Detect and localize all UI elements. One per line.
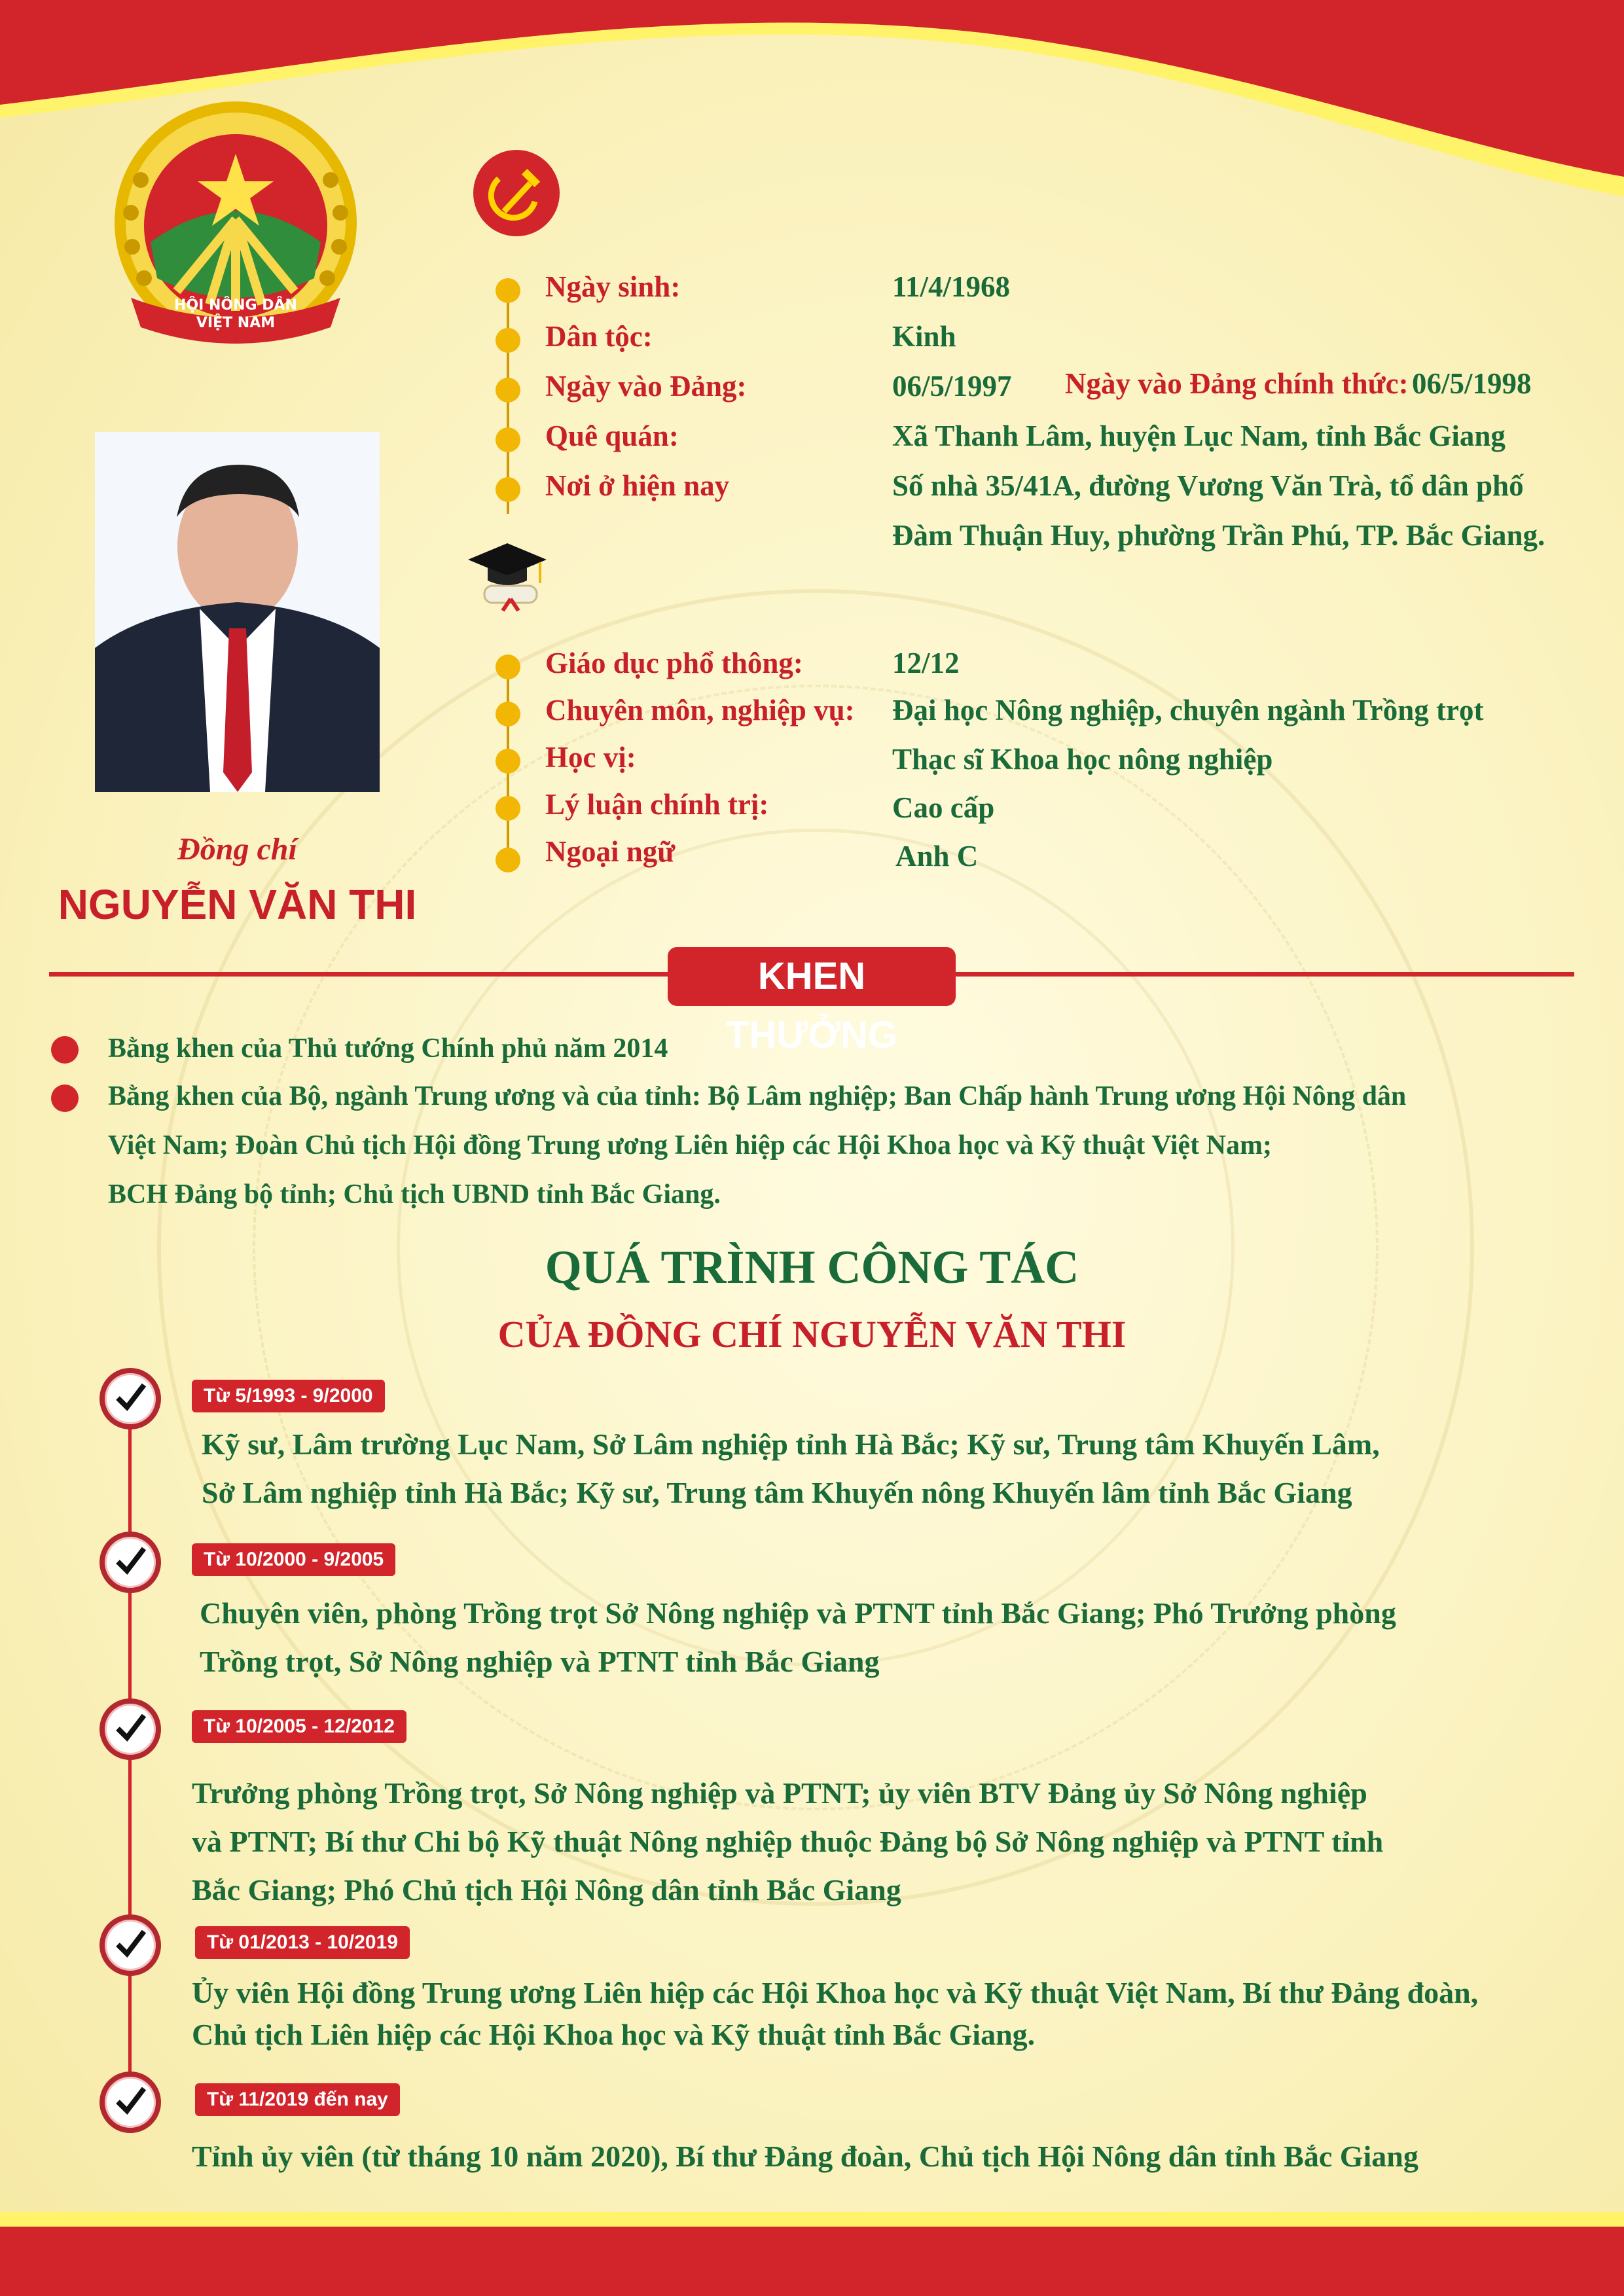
bullet-dot (496, 655, 520, 679)
degree-label: Học vị: (545, 741, 636, 774)
career-item-text: Chuyên viên, phòng Trồng trọt Sở Nông nghiệp và PTNT tỉnh Bắc Giang; Phó Trưởng phòng Trồng trọt, Sở Nông nghiệp và PTNT tỉnh Bắc Giang (200, 1596, 1396, 1678)
birthdate-value: 11/4/1968 (892, 270, 1011, 303)
checkmark-clock-icon (99, 1914, 161, 1976)
career-title: QUÁ TRÌNH CÔNG TÁC (545, 1241, 1079, 1293)
award-bullet (51, 1085, 79, 1112)
career-item-text: Trưởng phòng Trồng trọt, Sở Nông nghiệp và PTNT; ủy viên BTV Đảng ủy Sở Nông nghiệp và PTNT; Bí thư Chi bộ Kỹ thuật Nông nghiệp thuộc Đảng bộ Sở Nông nghiệp và PTNT tỉnh Bắc Giang; Phó Chủ tịch Hội Nông dân tỉnh Bắc Giang (192, 1776, 1384, 1907)
graduation-cap-icon (465, 540, 550, 612)
hammer-sickle-icon (473, 149, 561, 238)
person-name: NGUYỄN VĂN THI (58, 881, 417, 928)
bottom-banner (0, 2212, 1624, 2296)
bullet-dot (496, 796, 520, 821)
career-period-badge: Từ 10/2005 - 12/2012 (192, 1710, 406, 1743)
bullet-dot (496, 427, 520, 452)
language-label: Ngoại ngữ (545, 835, 676, 868)
ethnicity-label: Dân tộc: (545, 320, 653, 353)
career-period-badge: Từ 5/1993 - 9/2000 (192, 1380, 385, 1412)
checkmark-clock-icon (99, 2072, 161, 2133)
checkmark-clock-icon (99, 1532, 161, 1593)
political-theory-value: Cao cấp (892, 791, 995, 824)
ethnicity-value: Kinh (892, 320, 956, 353)
bullet-dot (496, 848, 520, 872)
birthdate-label: Ngày sinh: (545, 270, 681, 303)
bullet-dot (496, 378, 520, 403)
residence-label: Nơi ở hiện nay (545, 469, 730, 502)
residence-value: Số nhà 35/41A, đường Vương Văn Trà, tổ dân phố (892, 469, 1524, 502)
bullet-dot (496, 702, 520, 726)
party-official-label: Ngày vào Đảng chính thức: (1065, 367, 1409, 400)
bullet-dot (496, 328, 520, 353)
awards-title: KHEN THƯỞNG (668, 947, 956, 1006)
career-period-badge: Từ 01/2013 - 10/2019 (195, 1926, 410, 1959)
award-bullet (51, 1036, 79, 1064)
general-education-label: Giáo dục phổ thông: (545, 647, 803, 679)
career-period-badge: Từ 11/2019 đến nay (195, 2083, 400, 2116)
career-item-text: Ủy viên Hội đồng Trung ương Liên hiệp các Hội Khoa học và Kỹ thuật Việt Nam, Bí thư Đảng đoàn, Chủ tịch Liên hiệp các Hội Khoa học và Kỹ thuật tỉnh Bắc Giang. (192, 1976, 1479, 2051)
emblem-bottom-text: VIỆT NAM (196, 315, 276, 331)
portrait-photo (95, 432, 380, 792)
bullet-dot (496, 749, 520, 774)
party-official-value: 06/5/1998 (1412, 367, 1532, 400)
award-item: Bằng khen của Bộ, ngành Trung ương và của tỉnh: Bộ Lâm nghiệp; Ban Chấp hành Trung ương Hội Nông dân Việt Nam; Đoàn Chủ tịch Hội đồng Trung ương Liên hiệp các Hội Khoa học và Kỹ thuật Việt Nam; BCH Đảng bộ tỉnh; Chủ tịch UBND tỉnh Bắc Giang. (108, 1081, 1407, 1210)
hometown-value: Xã Thanh Lâm, huyện Lục Nam, tỉnh Bắc Giang (892, 420, 1506, 452)
farmers-union-emblem (105, 101, 367, 357)
honorific: Đồng chí (177, 832, 297, 867)
language-value: Anh C (895, 840, 979, 872)
career-item-text: Kỹ sư, Lâm trường Lục Nam, Sở Lâm nghiệp tỉnh Hà Bắc; Kỹ sư, Trung tâm Khuyến Lâm, Sở Lâm nghiệp tỉnh Hà Bắc; Kỹ sư, Trung tâm Khuyến nông Khuyến lâm tỉnh Bắc Giang (202, 1427, 1380, 1509)
general-education-value: 12/12 (892, 647, 960, 679)
career-period-badge: Từ 10/2000 - 9/2005 (192, 1543, 395, 1576)
political-theory-label: Lý luận chính trị: (545, 788, 769, 821)
specialization-value: Đại học Nông nghiệp, chuyên ngành Trồng trọt (892, 694, 1484, 726)
emblem-top-text: HỘI NÔNG DÂN (174, 297, 297, 314)
degree-value: Thạc sĩ Khoa học nông nghiệp (892, 743, 1273, 776)
bullet-dot (496, 278, 520, 303)
hometown-label: Quê quán: (545, 420, 679, 452)
checkmark-clock-icon (99, 1368, 161, 1429)
checkmark-clock-icon (99, 1698, 161, 1760)
career-subtitle: CỦA ĐỒNG CHÍ NGUYỄN VĂN THI (497, 1313, 1127, 1355)
party-join-value: 06/5/1997 (892, 370, 1012, 403)
residence-value-line2: Đàm Thuận Huy, phường Trần Phú, TP. Bắc Giang. (892, 519, 1545, 552)
party-join-label: Ngày vào Đảng: (545, 370, 747, 403)
award-item: Bằng khen của Thủ tướng Chính phủ năm 2014 (108, 1033, 668, 1064)
specialization-label: Chuyên môn, nghiệp vụ: (545, 694, 855, 726)
bullet-dot (496, 477, 520, 502)
career-item-text: Tỉnh ủy viên (từ tháng 10 năm 2020), Bí thư Đảng đoàn, Chủ tịch Hội Nông dân tỉnh Bắc Giang (192, 2140, 1418, 2173)
